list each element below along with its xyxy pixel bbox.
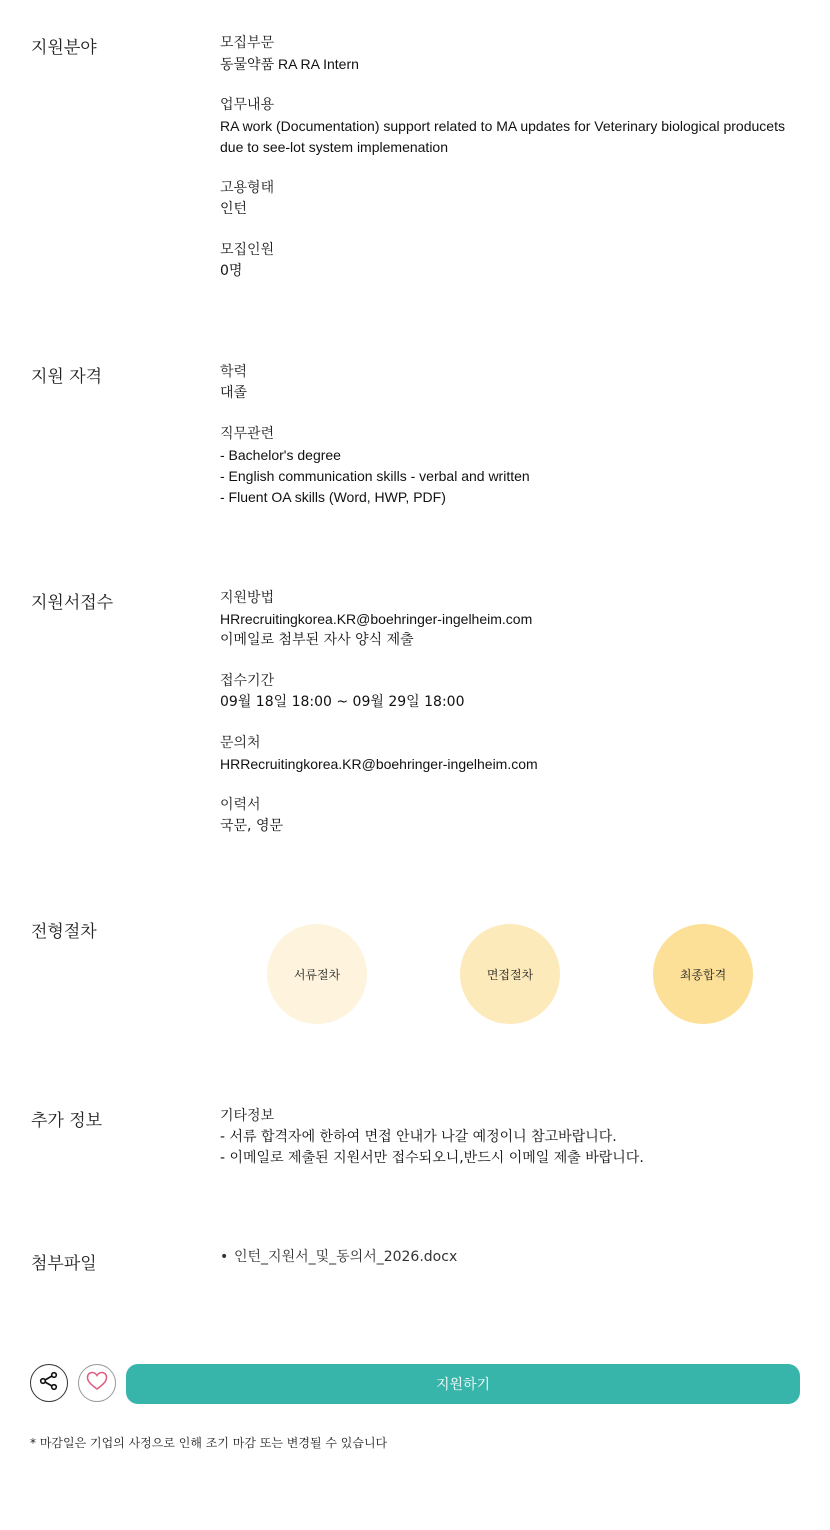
section-title-application: 지원서접수	[31, 593, 114, 613]
field-value: due to see-lot system implemenation	[220, 139, 448, 155]
section-body-extra	[220, 1106, 800, 1189]
field-job-description	[220, 95, 800, 158]
field-other-info	[220, 1106, 800, 1169]
field-value: 0명	[220, 263, 243, 279]
field-value: 대졸	[220, 385, 248, 401]
process-step-final	[653, 924, 753, 1024]
field-label: 모집부문	[220, 35, 275, 51]
process-step-interview	[460, 924, 560, 1024]
field-education	[220, 362, 800, 404]
field-label: 접수기간	[220, 673, 275, 689]
field-value: HRrecruitingkorea.KR@boehringer-ingelheim.com	[220, 611, 533, 627]
field-apply-method	[220, 588, 800, 651]
field-value: 인턴	[220, 201, 248, 217]
section-body-qualification	[220, 362, 800, 528]
field-value: RA work (Documentation) support related to MA updates for Veterinary biological producets	[220, 118, 785, 134]
field-label: 기타정보	[220, 1108, 275, 1124]
apply-button[interactable]	[126, 1364, 800, 1404]
field-value: - English communication skills - verbal and written	[220, 468, 530, 484]
like-button[interactable]	[78, 1364, 116, 1402]
field-headcount	[220, 240, 800, 282]
field-apply-period	[220, 671, 800, 713]
section-title-attachment: 첨부파일	[31, 1254, 97, 1274]
process-step-label: 면접절차	[486, 967, 534, 982]
process-steps	[267, 924, 753, 1024]
field-value: - 서류 합격자에 한하여 면접 안내가 나갈 예정이니 참고바랍니다.	[220, 1129, 617, 1145]
field-resume	[220, 795, 800, 837]
field-value: 09월 18일 18:00 ~ 09월 29일 18:00	[220, 694, 465, 710]
section-process	[0, 917, 830, 1027]
field-label: 지원방법	[220, 590, 275, 606]
process-step-document	[267, 924, 367, 1024]
field-value: - Bachelor's degree	[220, 447, 341, 463]
section-title-field: 지원분야	[31, 38, 97, 58]
process-step-label: 최종합격	[679, 967, 727, 982]
field-label: 문의처	[220, 735, 261, 751]
apply-button-label: 지원하기	[435, 1377, 491, 1393]
field-value: 동물약품 RA RA Intern	[220, 56, 359, 72]
section-title-extra: 추가 정보	[31, 1111, 103, 1131]
field-value: 이메일로 첨부된 자사 양식 제출	[220, 632, 414, 648]
field-value: HRRecruitingkorea.KR@boehringer-ingelheim.com	[220, 756, 538, 772]
section-title-process: 전형절차	[31, 922, 97, 942]
field-job-related	[220, 424, 800, 508]
share-icon	[39, 1371, 59, 1395]
field-label: 학력	[220, 364, 248, 380]
section-title-qualification: 지원 자격	[31, 367, 103, 387]
field-label: 이력서	[220, 797, 261, 813]
bullet-icon: •	[220, 1249, 229, 1265]
field-recruit-dept	[220, 33, 800, 75]
attachment-link[interactable]: 인턴_지원서_및_동의서_2026.docx	[234, 1249, 458, 1265]
field-label: 모집인원	[220, 242, 275, 258]
field-value: - Fluent OA skills (Word, HWP, PDF)	[220, 489, 446, 505]
section-body-attachment	[220, 1247, 800, 1268]
process-step-label: 서류절차	[293, 967, 341, 982]
field-label: 업무내용	[220, 97, 275, 113]
field-value: 국문, 영문	[220, 818, 283, 834]
field-value: - 이메일로 제출된 지원서만 접수되오니,반드시 이메일 제출 바랍니다.	[220, 1150, 644, 1166]
attachment-item[interactable]	[220, 1247, 800, 1268]
field-employment-type	[220, 178, 800, 220]
heart-icon	[86, 1371, 108, 1395]
deadline-notice: * 마감일은 기업의 사정으로 인해 조기 마감 또는 변경될 수 있습니다	[30, 1436, 388, 1450]
action-bar	[30, 1364, 800, 1404]
share-button[interactable]	[30, 1364, 68, 1402]
field-label: 직무관련	[220, 426, 275, 442]
field-label: 고용형태	[220, 180, 275, 196]
section-body-field	[220, 33, 800, 302]
section-body-application	[220, 588, 800, 857]
field-contact	[220, 733, 800, 775]
